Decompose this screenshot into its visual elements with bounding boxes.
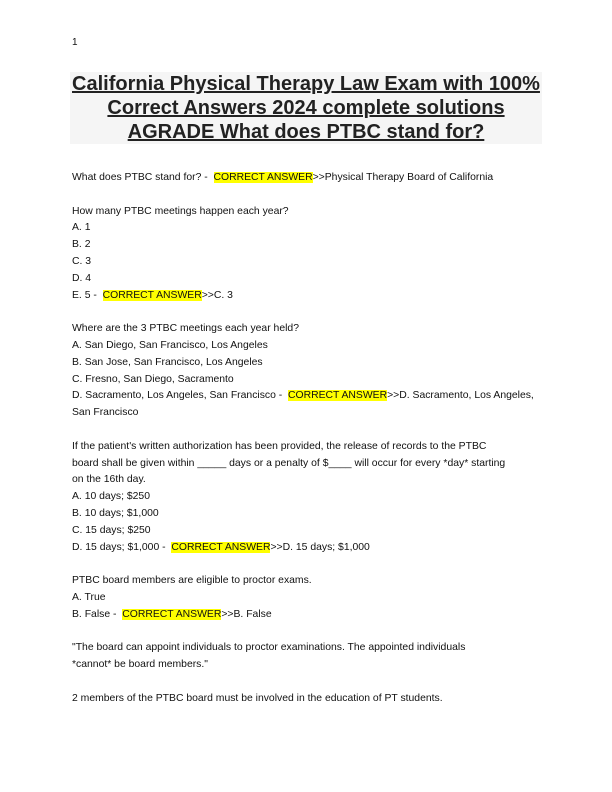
answer-text-continued: San Francisco — [72, 407, 139, 419]
option-b: B. San Jose, San Francisco, Los Angeles — [72, 356, 263, 368]
option-d-with-answer — [72, 388, 542, 405]
correct-answer-tag: CORRECT ANSWER — [122, 608, 222, 620]
answer-text: >>D. 15 days; $1,000 — [270, 541, 370, 553]
option-c: C. Fresno, San Diego, Sacramento — [72, 373, 234, 385]
question-proctor-eligibility — [72, 573, 542, 623]
question-text-line-2: board shall be given within _____ days or a penalty of $____ will occur for every *day* starting — [72, 457, 506, 469]
option-b-with-answer — [72, 607, 542, 624]
option-a: A. San Diego, San Francisco, Los Angeles — [72, 339, 268, 351]
page-number: 1 — [72, 37, 78, 48]
document-body — [72, 170, 542, 724]
question-meeting-locations — [72, 321, 542, 422]
question-meetings-count — [72, 204, 542, 305]
note-line-2: *cannot* be board members." — [72, 659, 208, 671]
answer-text: >>B. False — [221, 608, 272, 620]
option-c: C. 15 days; $250 — [72, 524, 151, 536]
option-d-with-answer — [72, 540, 542, 557]
question-text: What does PTBC stand for? - — [72, 172, 211, 183]
option-e: E. 5 - — [72, 289, 100, 301]
option-d: D. Sacramento, Los Angeles, San Francisco - — [72, 390, 286, 402]
correct-answer-tag: CORRECT ANSWER — [213, 172, 313, 183]
correct-answer-tag: CORRECT ANSWER — [288, 390, 388, 402]
question-board-education — [72, 691, 542, 708]
question-text-line-3: on the 16th day. — [72, 474, 146, 486]
option-c: C. 3 — [72, 255, 92, 267]
question-text: PTBC board members are eligible to proctor exams. — [72, 575, 312, 587]
explanation-note — [72, 640, 542, 674]
answer-text: >>C. 3 — [201, 289, 233, 301]
option-b: B. 10 days; $1,000 — [72, 507, 159, 519]
option-b: B. 2 — [72, 239, 91, 251]
correct-answer-tag: CORRECT ANSWER — [171, 541, 271, 553]
question-text: Where are the 3 PTBC meetings each year held? — [72, 323, 299, 335]
option-a: A. True — [72, 591, 106, 603]
option-d: D. 4 — [72, 272, 92, 284]
answer-text: >>Physical Therapy Board of California — [312, 172, 494, 183]
question-text: How many PTBC meetings happen each year? — [72, 205, 289, 217]
question-text-line-1: If the patient's written authorization has been provided, the release of records to the PTBC — [72, 440, 487, 452]
title-box — [70, 72, 542, 144]
option-a: A. 10 days; $250 — [72, 491, 150, 503]
question-records-release — [72, 439, 542, 557]
option-d: D. 15 days; $1,000 - — [72, 541, 169, 553]
answer-text: >>D. Sacramento, Los Angeles, — [387, 390, 534, 402]
correct-answer-tag: CORRECT ANSWER — [102, 289, 202, 301]
note-line-1: "The board can appoint individuals to proctor examinations. The appointed individuals — [72, 642, 466, 654]
option-a: A. 1 — [72, 222, 91, 234]
document-title: California Physical Therapy Law Exam with 100% Correct Answers 2024 complete solutions AGRADE What does PTBC stand for? — [72, 73, 540, 143]
option-e-with-answer — [72, 288, 542, 305]
question-ptbc-meaning — [72, 170, 542, 187]
question-line — [72, 170, 542, 187]
question-text: 2 members of the PTBC board must be involved in the education of PT students. — [72, 692, 443, 704]
option-b: B. False - — [72, 608, 120, 620]
